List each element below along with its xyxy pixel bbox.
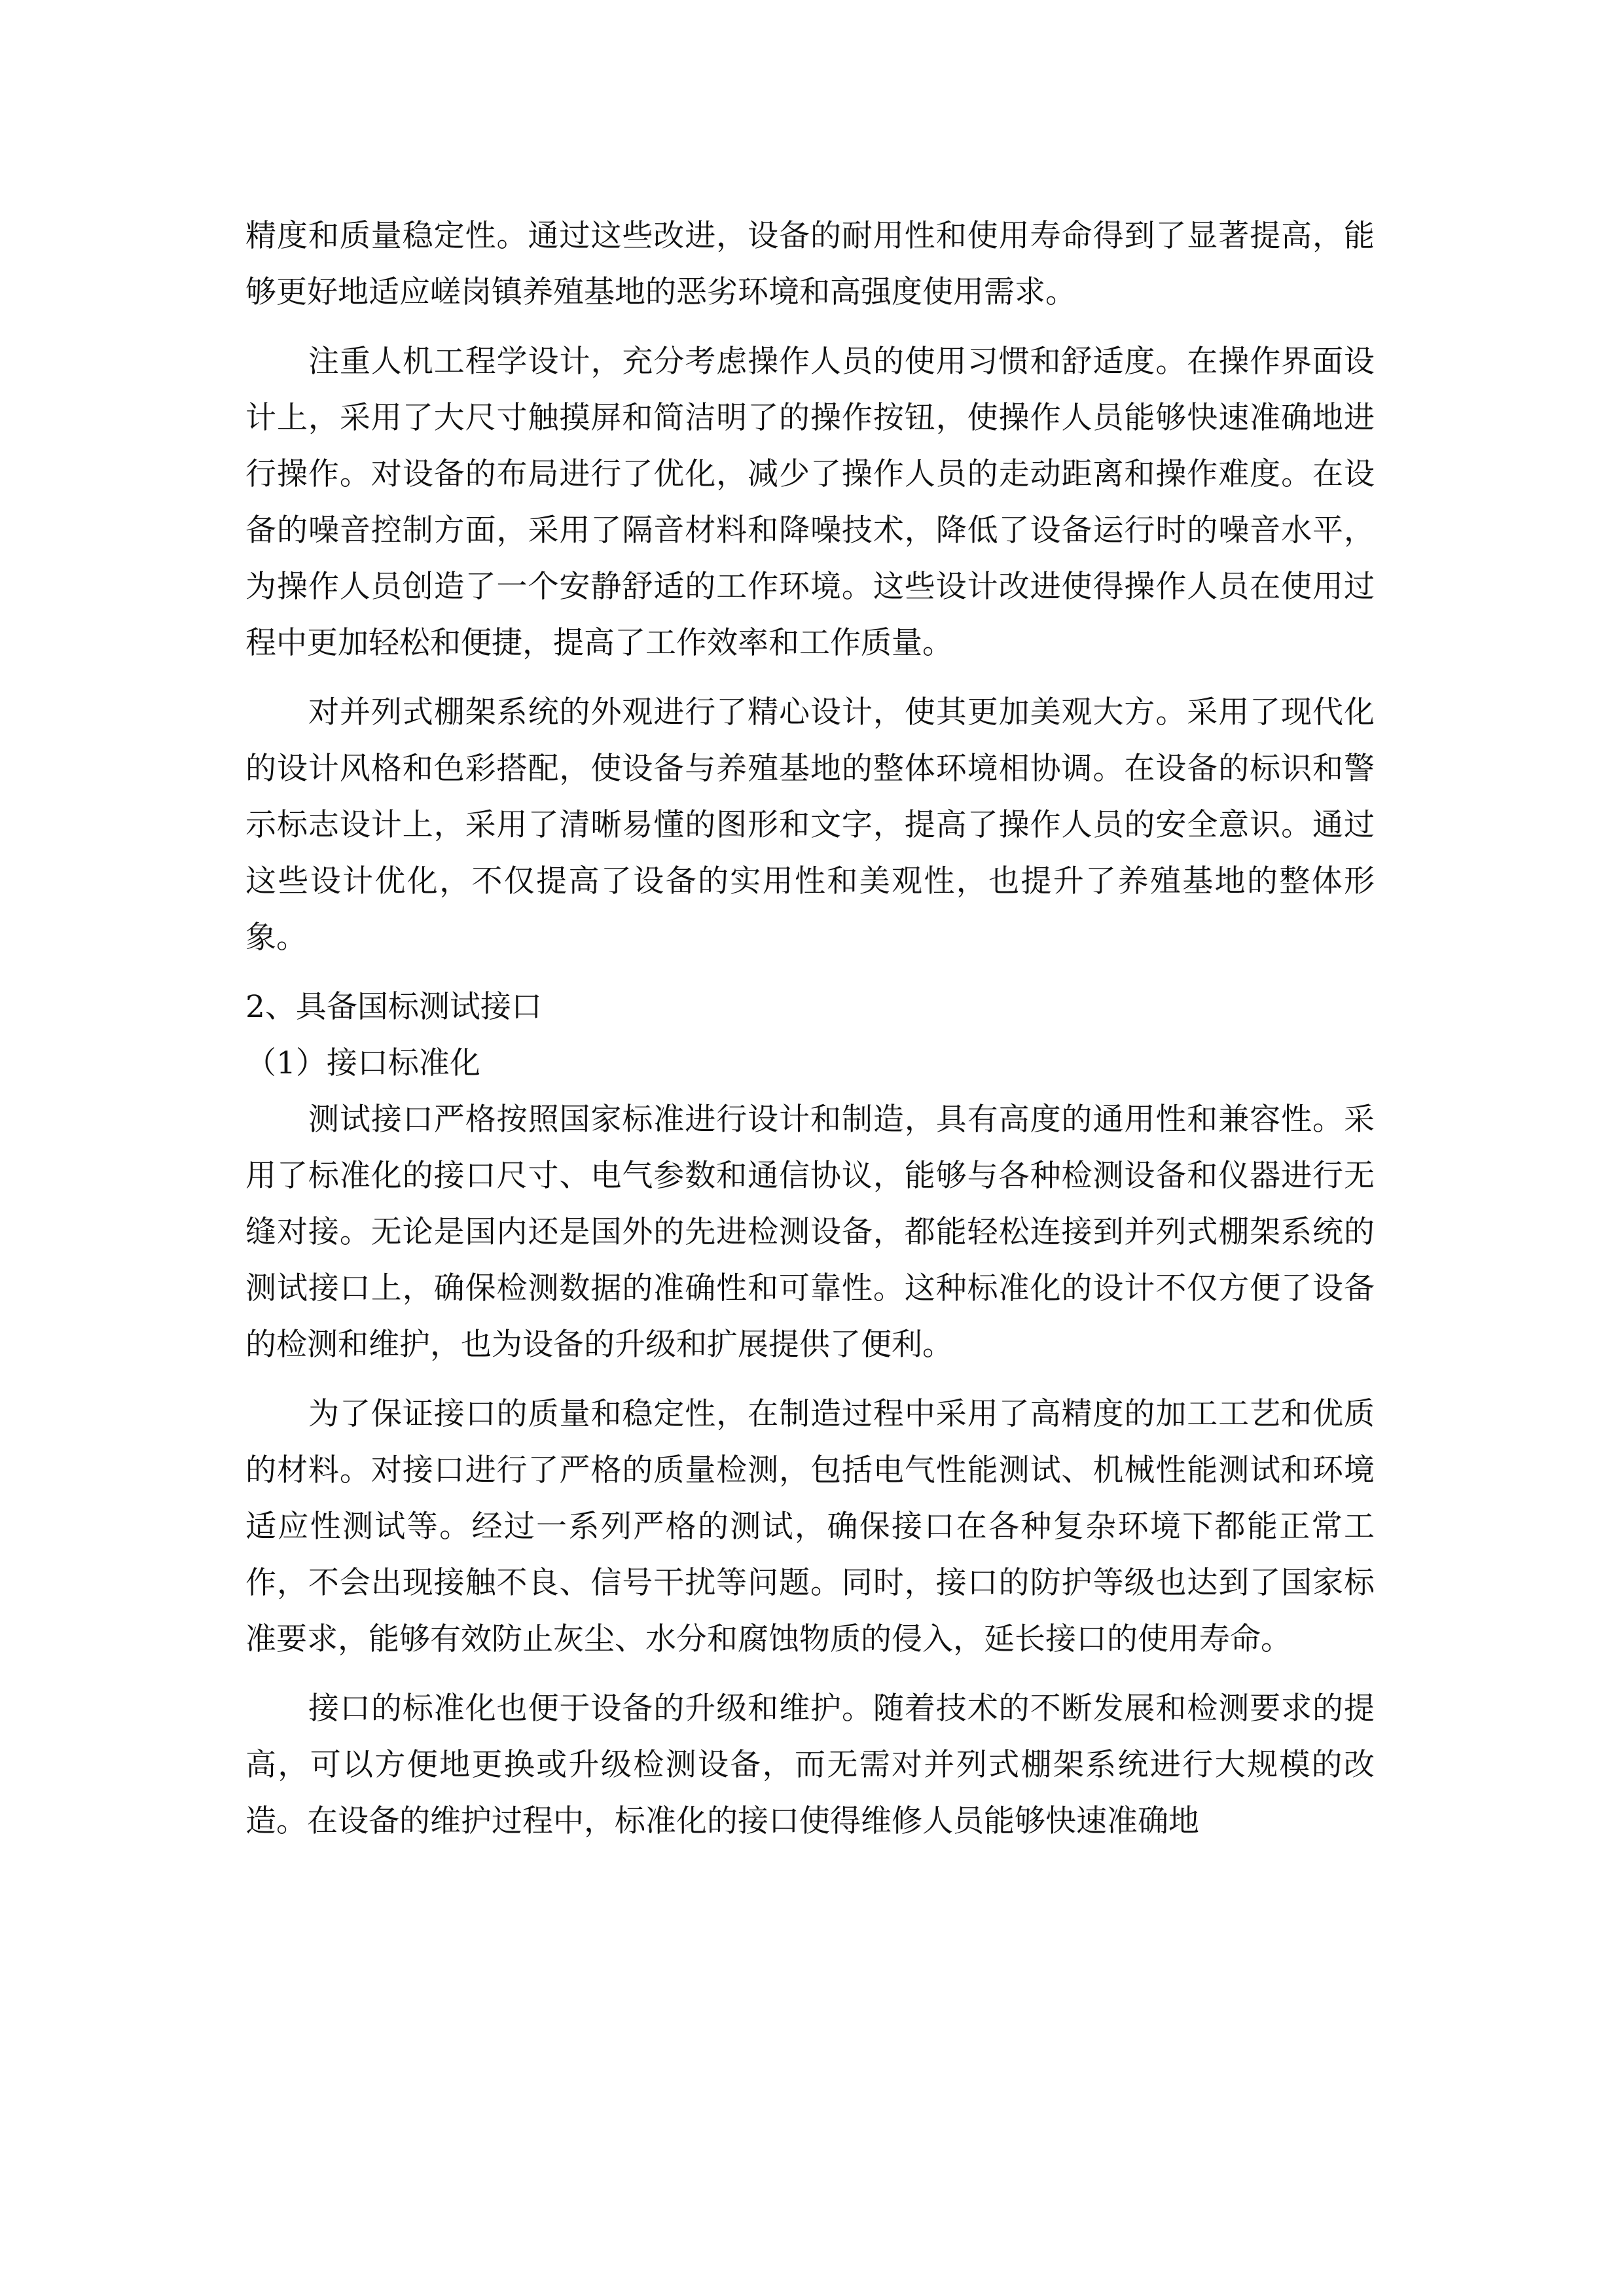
body-paragraph-interface-maintenance: 接口的标准化也便于设备的升级和维护。随着技术的不断发展和检测要求的提高，可以方便地更换或升级检测设备，而无需对并列式棚架系统进行大规模的改造。在设备的维护过程中，标准化的接口使得维修人员能够快速准确地: [245, 1691, 1375, 1839]
section-heading: 2、具备国标测试接口: [245, 989, 542, 1025]
body-paragraph-continued: 精度和质量稳定性。通过这些改进，设备的耐用性和使用寿命得到了显著提高，能够更好地适应嵯岗镇养殖基地的恶劣环境和高强度使用需求。: [245, 218, 1375, 310]
body-paragraph-interface-quality: 为了保证接口的质量和稳定性，在制造过程中采用了高精度的加工工艺和优质的材料。对接口进行了严格的质量检测，包括电气性能测试、机械性能测试和环境适应性测试等。经过一系列严格的测试，确保接口在各种复杂环境下都能正常工作，不会出现接触不良、信号干扰等问题。同时，接口的防护等级也达到了国家标准要求，能够有效防止灰尘、水分和腐蚀物质的侵入，延长接口的使用寿命。: [245, 1396, 1375, 1657]
document-body: [245, 208, 1375, 1863]
body-paragraph-appearance: 对并列式棚架系统的外观进行了精心设计，使其更加美观大方。采用了现代化的设计风格和色彩搭配，使设备与养殖基地的整体环境相协调。在设备的标识和警示标志设计上，采用了清晰易懂的图形和文字，提高了操作人员的安全意识。通过这些设计优化，不仅提高了设备的实用性和美观性，也提升了养殖基地的整体形象。: [245, 694, 1375, 956]
subsection-heading: （1）接口标准化: [245, 1045, 480, 1081]
body-paragraph-interface-standard: 测试接口严格按照国家标准进行设计和制造，具有高度的通用性和兼容性。采用了标准化的接口尺寸、电气参数和通信协议，能够与各种检测设备和仪器进行无缝对接。无论是国内还是国外的先进检测设备，都能轻松连接到并列式棚架系统的测试接口上，确保检测数据的准确性和可靠性。这种标准化的设计不仅方便了设备的检测和维护，也为设备的升级和扩展提供了便利。: [245, 1102, 1375, 1363]
body-paragraph-ergonomics: 注重人机工程学设计，充分考虑操作人员的使用习惯和舒适度。在操作界面设计上，采用了大尺寸触摸屏和简洁明了的操作按钮，使操作人员能够快速准确地进行操作。对设备的布局进行了优化，减少了操作人员的走动距离和操作难度。在设备的噪音控制方面，采用了隔音材料和降噪技术，降低了设备运行时的噪音水平，为操作人员创造了一个安静舒适的工作环境。这些设计改进使得操作人员在使用过程中更加轻松和便捷，提高了工作效率和工作质量。: [245, 344, 1375, 661]
